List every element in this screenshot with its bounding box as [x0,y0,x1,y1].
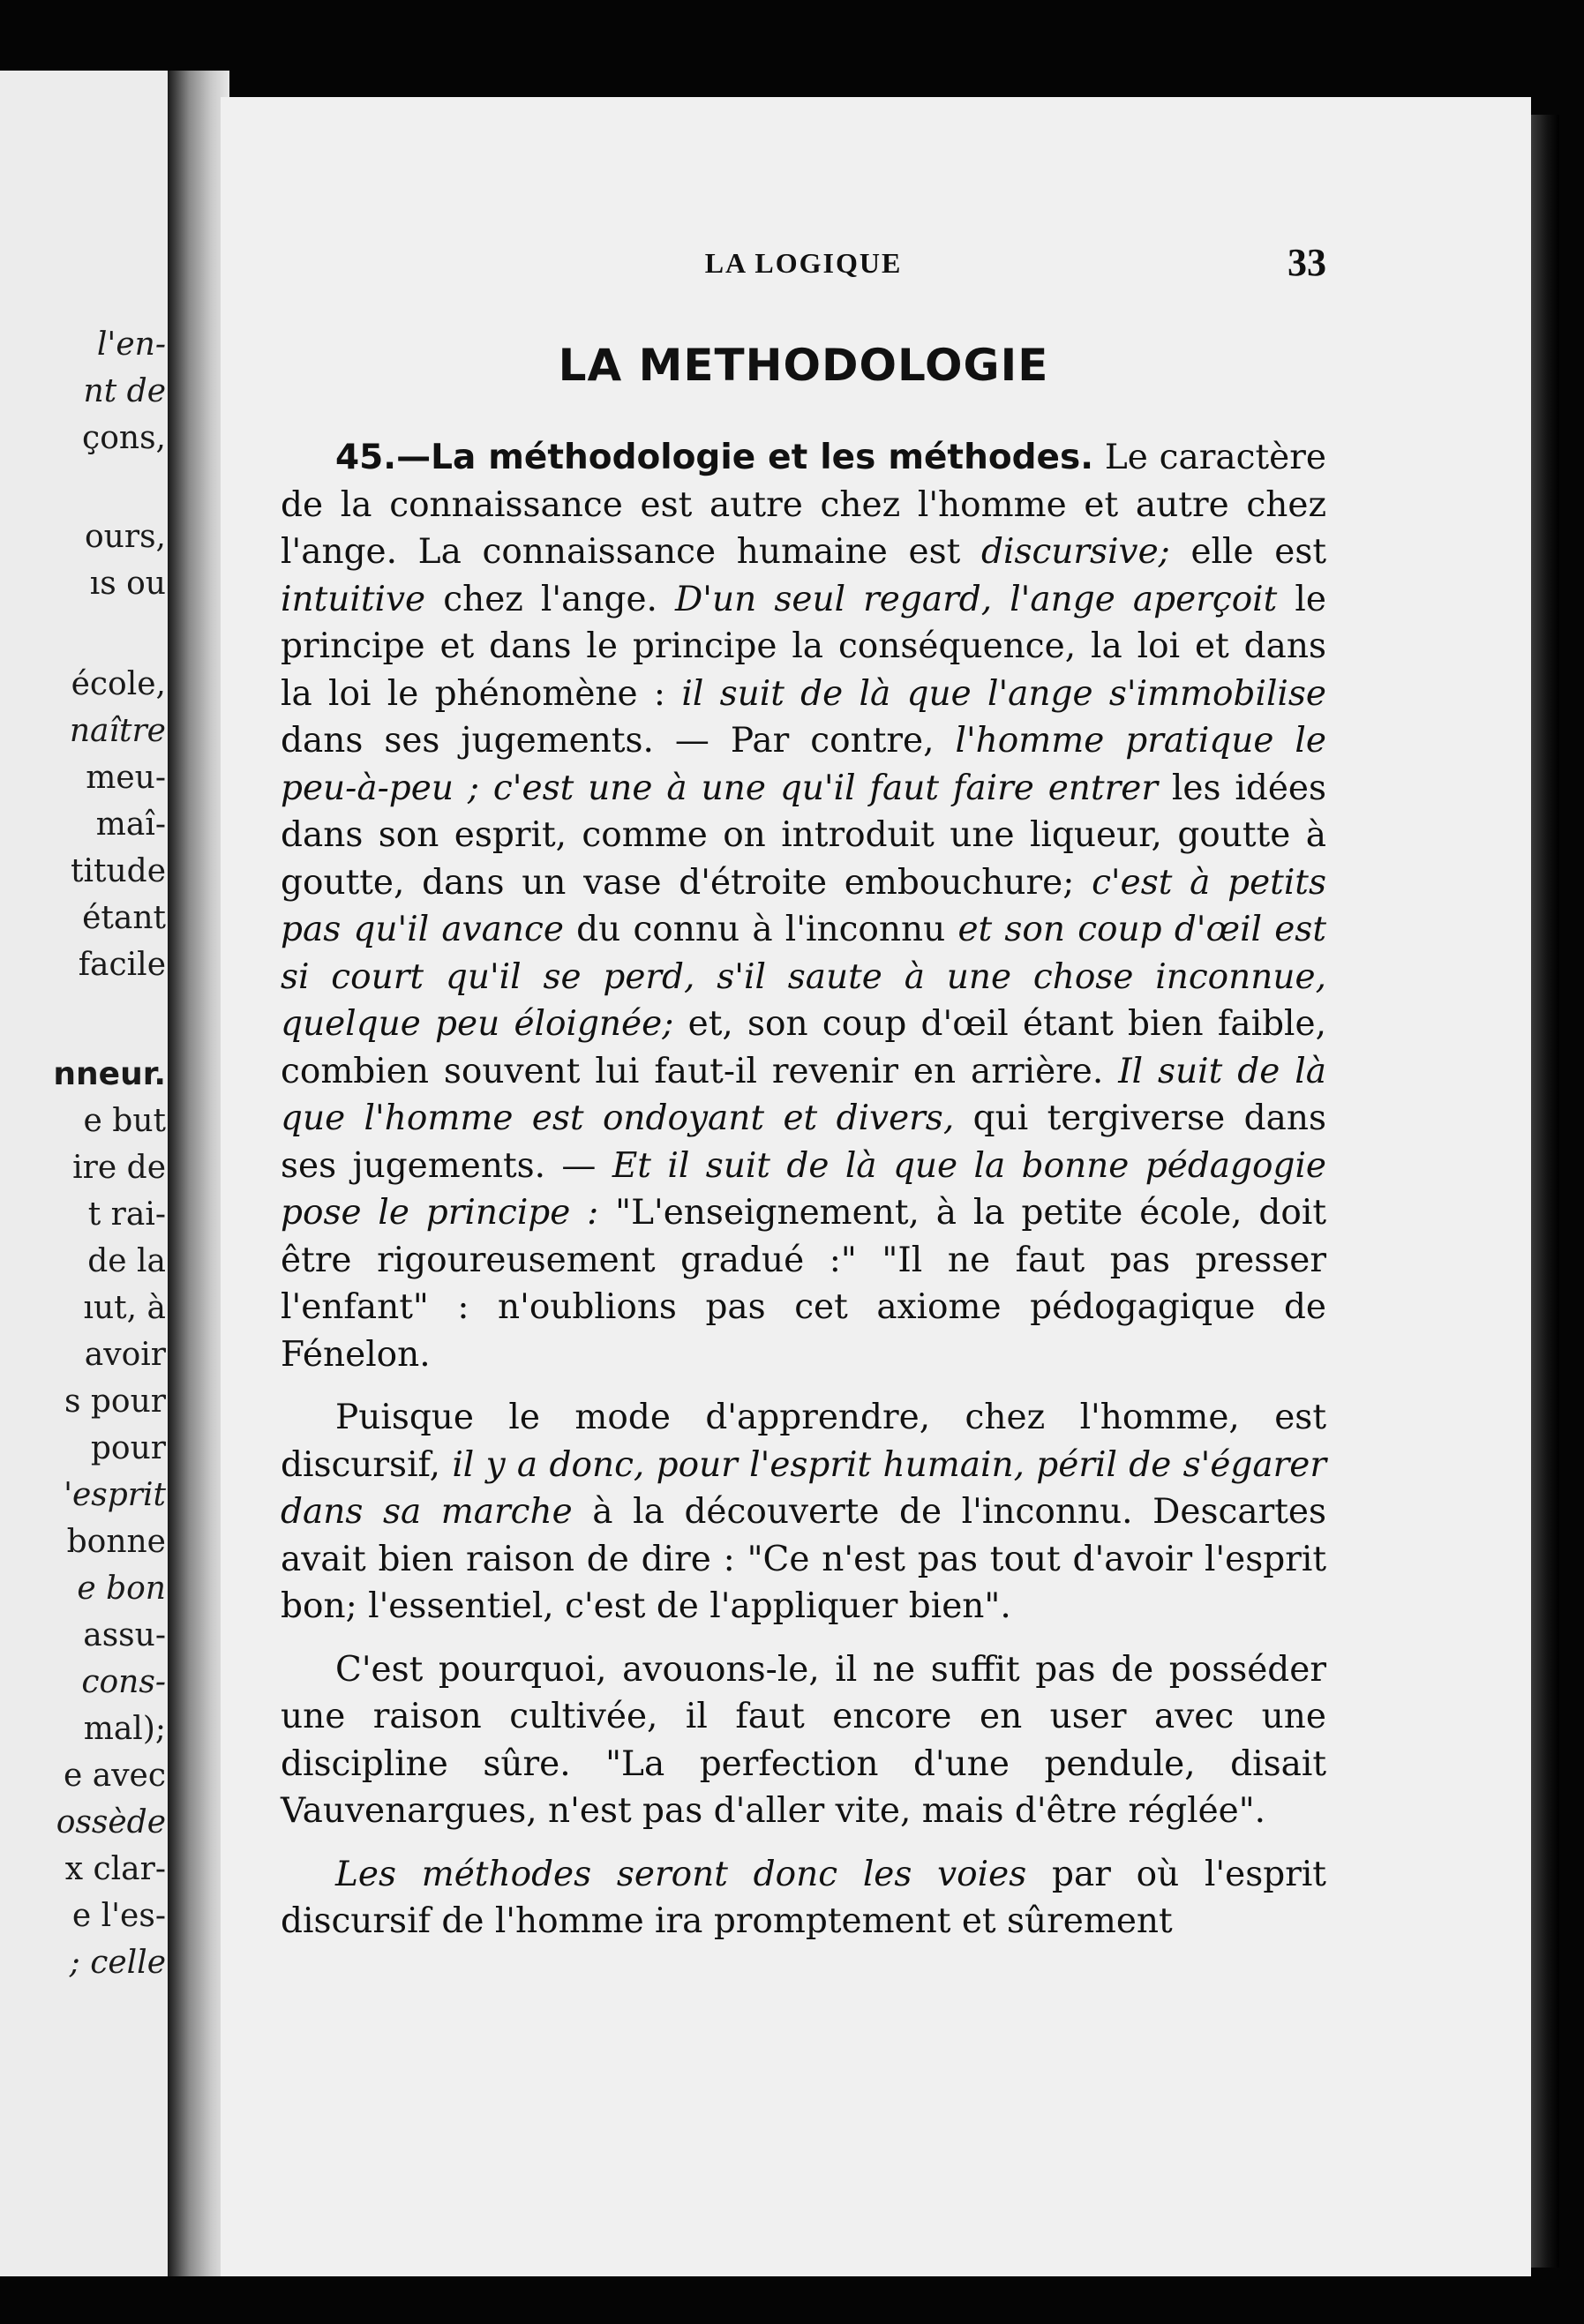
left-line: 'esprit [64,1477,166,1513]
paragraph-3: C'est pourquoi, avouons-le, il ne suffit pas de posséder une raison cultivée, il faut encore en user avec une discipline sûre. "La perfection d'une pendule, disait Vauvenargues, n'est pas d'aller vite, mais d'être réglée". [281,1649,1326,1831]
left-line: de la [87,1243,166,1279]
italic-run: il y a donc, pour l'esprit humain, péril de s'égarer dans sa marche [281,1444,1326,1532]
left-line: e avec [63,1758,166,1794]
text-run: Le caractère de la connaissance est autre chez l'homme et autre chez l'ange. La connaissance humaine est [281,438,1326,572]
left-line: maî- [95,806,166,843]
italic-run: Il suit de là que l'homme est ondoyant et divers, [281,1051,1326,1138]
left-line: e but [83,1103,166,1139]
italic-run: Les méthodes seront donc les voies [335,1854,1027,1894]
text-run: elle est [1169,532,1326,572]
text-run: "L'enseignement, à la petite école, doit être rigoureusement gradué :" "Il ne faut pas presser l'enfant" : n'oublions pas cet axiome pédogagique de Fénelon. [281,1193,1326,1375]
italic-run: et son coup d'œil est si court qu'il se perd, s'il saute à une chose inconnue, quelque peu éloignée; [281,910,1326,1044]
section-number: 45.— [335,438,432,477]
text-run: qui tergiverse dans ses jugements. — [281,1098,1326,1186]
text-run: les idées dans son esprit, comme on introduit une liqueur, goutte à goutte, dans un vase d'étroite embouchure; [281,768,1326,903]
left-line: avoir [84,1337,166,1373]
left-line: l'en- [96,326,166,363]
left-line: ire de [72,1150,166,1186]
running-head-title: LA LOGIQUE [704,247,903,279]
left-line: x clar- [64,1851,166,1887]
body-text [281,434,1326,1945]
left-line: naître [69,713,166,749]
page-number: 33 [1287,241,1326,284]
text-run: et, son coup d'œil étant bien faible, combien souvent lui faut-il revenir en arrière. [281,1004,1326,1091]
running-head [281,241,1326,291]
text-run: le principe et dans le principe la conséquence, la loi et dans la loi le phénomène : [281,579,1326,714]
left-line: ıs ou [89,566,166,602]
paragraph-1 [281,434,1326,1378]
text-run: du connu à l'inconnu [563,910,958,949]
italic-run: discursive; [981,532,1170,572]
left-line: ıut, à [83,1290,166,1326]
italic-run: il suit de là que l'ange s'immobilise [681,673,1326,714]
text-run: Puisque le mode d'apprendre, chez l'homme, est discursif, [281,1398,1326,1485]
left-line: mal); [83,1711,166,1747]
left-line: assu- [83,1617,166,1653]
italic-run: Et il suit de là que la bonne pédagogie pose le principe : [281,1145,1327,1233]
italic-run: c'est à petits pas qu'il avance [281,862,1326,949]
left-line: étant [82,900,166,936]
page-edge [1531,115,1559,2268]
left-line: titude [71,853,166,889]
right-page [221,97,1531,2276]
chapter-title: LA METHODOLOGIE [558,340,1049,391]
left-line: e l'es- [71,1898,166,1934]
paragraph-2 [281,1394,1326,1631]
left-page [0,71,176,2276]
left-line: meu- [86,760,166,796]
text-run: à la découverte de l'inconnu. Descartes avait bien raison de dire : "Ce n'est pas tout d'avoir l'esprit bon; l'essentiel, c'est de l'appliquer bien". [281,1492,1326,1626]
left-line: cons- [81,1664,166,1700]
paragraph-4 [281,1851,1326,1945]
left-line: ; celle [69,1945,166,1981]
left-line: facile [78,947,166,983]
left-line: t rai- [87,1196,166,1233]
italic-run: D'un seul regard, l'ange aperçoit [675,579,1278,619]
left-line: pour [90,1430,166,1466]
left-line: école, [71,666,166,702]
text-run: chez l'ange. [425,579,676,619]
left-line: çons, [82,420,166,456]
text-run: dans ses jugements. — Par contre, [281,721,956,761]
italic-run: intuitive [281,579,426,619]
left-line: ours, [85,519,166,555]
left-line: nt de [83,373,166,409]
text-run: par où l'esprit discursif de l'homme ira promptement et sûrement [281,1854,1326,1941]
left-line: ossède [56,1804,166,1840]
section-title: La méthodologie et les méthodes. [431,438,1094,477]
italic-run: l'homme pratique le peu-à-peu ; c'est une à une qu'il faut faire entrer [281,721,1326,808]
left-line: s pour [64,1383,166,1420]
left-line: bonne [66,1524,166,1560]
left-line: e bon [77,1571,166,1607]
left-line: nneur. [53,1056,166,1092]
